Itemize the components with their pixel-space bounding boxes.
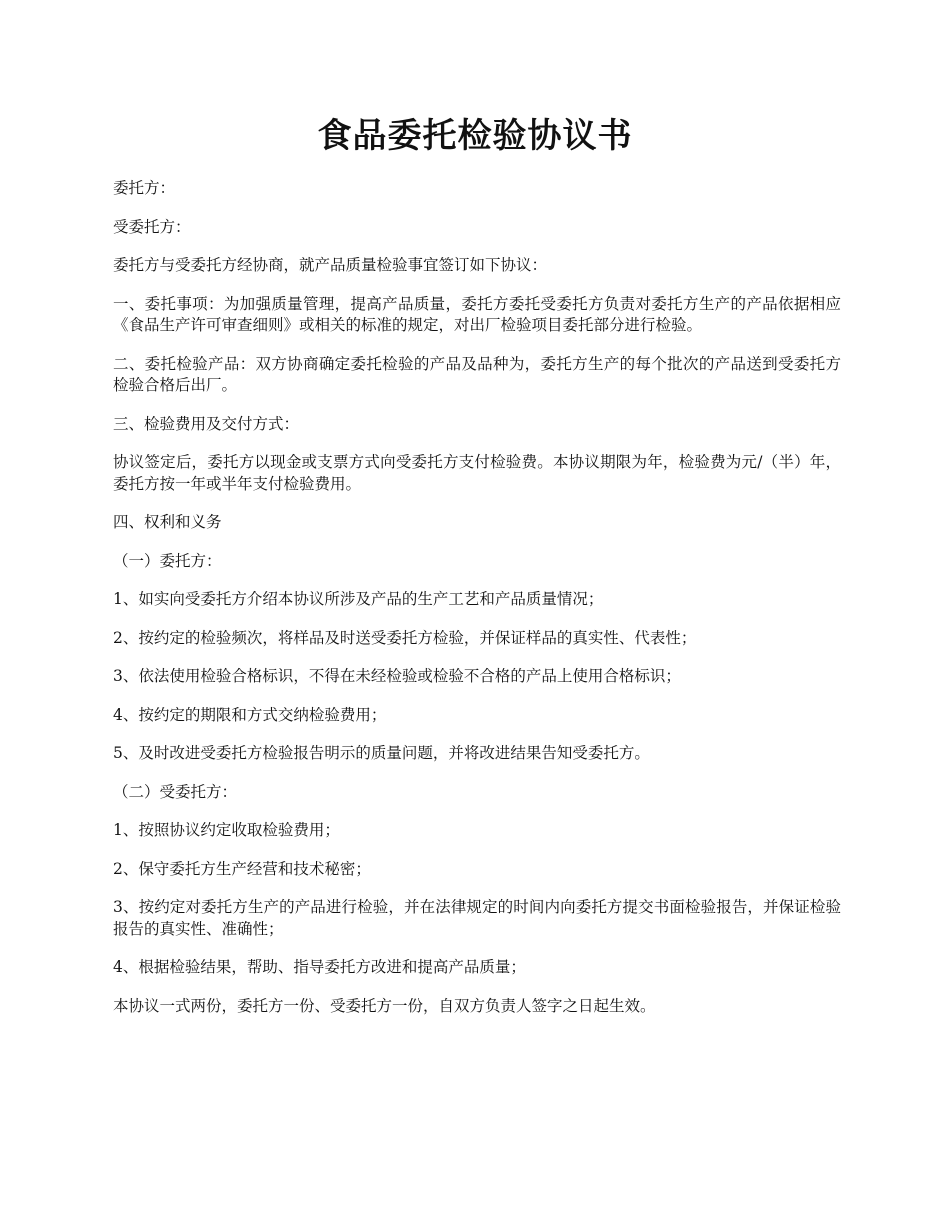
paragraph-contractor-item-3: 3、按约定对委托方生产的产品进行检验，并在法律规定的时间内向委托方提交书面检验报告，并保证检验报告的真实性、准确性； (113, 898, 841, 938)
paragraph-client-item-1: 1、如实向受委托方介绍本协议所涉及产品的生产工艺和产品质量情况； (113, 590, 604, 608)
paragraph-closing: 本协议一式两份，委托方一份、受委托方一份，自双方负责人签字之日起生效。 (113, 996, 656, 1015)
paragraph-section-1: 一、委托事项：为加强质量管理，提高产品质量，委托方委托受委托方负责对委托方生产的产品依据相应《食品生产许可审查细则》或相关的标准的规定，对出厂检验项目委托部分进行检验。 (113, 294, 841, 334)
paragraph-contractor-heading: （二）受委托方： (113, 782, 238, 801)
paragraph-client-heading: （一）委托方： (113, 551, 222, 570)
paragraph-section-3-heading: 三、检验费用及交付方式： (113, 414, 300, 433)
paragraph-client-item-5: 5、及时改进受委托方检验报告明示的质量问题，并将改进结果告知受委托方。 (113, 744, 650, 762)
paragraph-contractor: 受委托方： (113, 217, 191, 236)
paragraph-contractor-item-2: 2、保守委托方生产经营和技术秘密； (113, 859, 371, 878)
paragraph-client-item-2: 2、按约定的检验频次，将样品及时送受委托方检验，并保证样品的真实性、代表性； (113, 628, 697, 647)
document-title: 食品委托检验协议书 (317, 116, 633, 156)
document-body (113, 178, 841, 1034)
paragraph-intro: 委托方与受委托方经协商，就产品质量检验事宜签订如下协议： (113, 256, 548, 274)
paragraph-contractor-item-4: 4、根据检验结果，帮助、指导委托方改进和提高产品质量； (113, 958, 526, 976)
paragraph-client-item-4: 4、按约定的期限和方式交纳检验费用； (113, 705, 387, 724)
paragraph-client-item-3: 3、依法使用检验合格标识，不得在未经检验或检验不合格的产品上使用合格标识； (113, 667, 681, 685)
paragraph-section-2: 二、委托检验产品：双方协商确定委托检验的产品及品种为，委托方生产的每个批次的产品送到受委托方检验合格后出厂。 (113, 354, 841, 394)
paragraph-section-4-heading: 四、权利和义务 (113, 513, 222, 531)
paragraph-client: 委托方： (113, 179, 176, 197)
paragraph-contractor-item-1: 1、按照协议约定收取检验费用； (113, 821, 340, 839)
paragraph-section-3-body: 协议签定后，委托方以现金或支票方式向受委托方支付检验费。本协议期限为年，检验费为元/（半）年，委托方按一年或半年支付检验费用。 (113, 453, 841, 493)
